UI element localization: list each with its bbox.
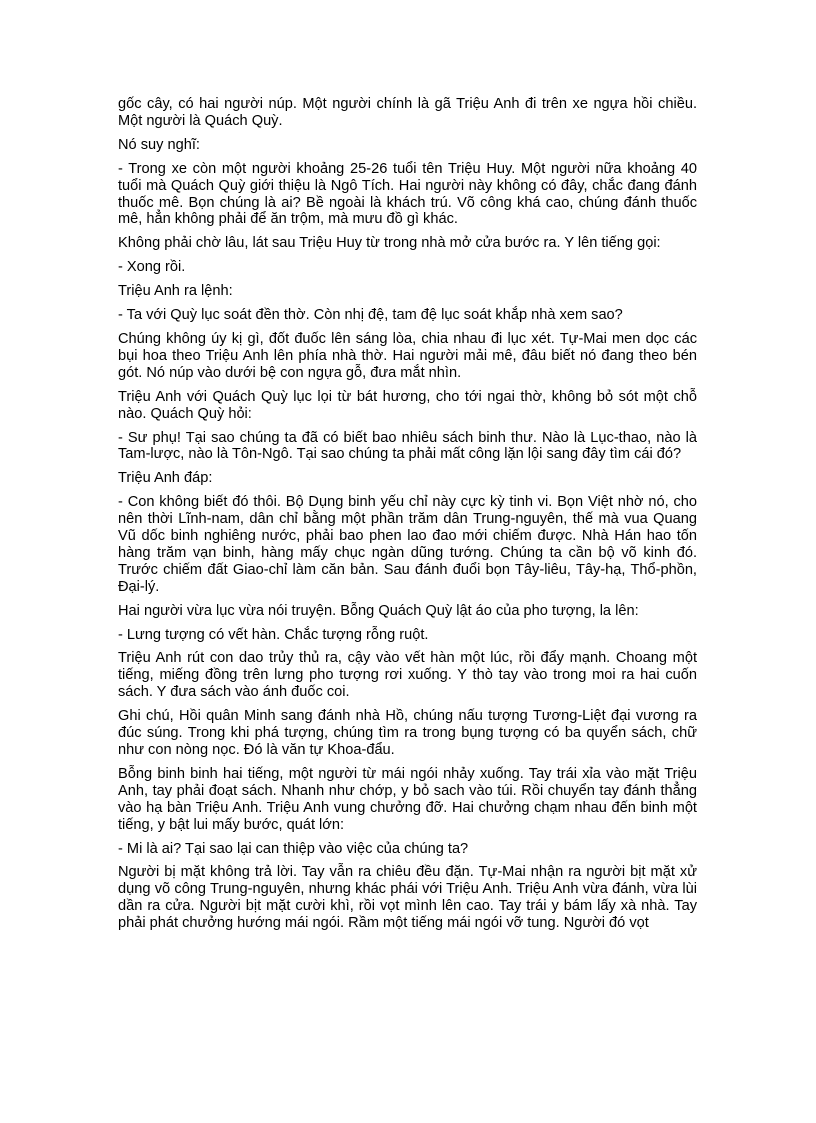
paragraph: - Ta với Quỳ lục soát đền thờ. Còn nhị đệ, tam đệ lục soát khắp nhà xem sao? bbox=[118, 307, 623, 324]
paragraph: Nó suy nghĩ: bbox=[118, 136, 200, 153]
paragraph: gốc cây, có hai người núp. Một người chính là gã Triệu Anh đi trên xe ngựa hồi chiều. Một người là Quách Quỳ. bbox=[118, 96, 697, 129]
paragraph: - Trong xe còn một người khoảng 25-26 tuổi tên Triệu Huy. Một người nữa khoảng 40 tuổi mà Quách Quỳ giới thiệu là Ngô Tích. Hai người này không có đây, chắc đang đánh thuốc mê. Bọn chúng là ai? Bề ngoài là khách trú. Võ công khá cao, chúng đánh thuốc mê, hẳn không phải để ăn trộm, mà mưu đồ gì khác. bbox=[118, 160, 697, 228]
paragraph: - Sư phụ! Tại sao chúng ta đã có biết bao nhiêu sách binh thư. Nào là Lục-thao, nào là Tam-lược, nào là Tôn-Ngô. Tại sao chúng ta phải mất công lặn lội sang đây tìm cái đó? bbox=[118, 429, 697, 463]
paragraph: Ghi chú, Hồi quân Minh sang đánh nhà Hồ, chúng nấu tượng Tương-Liệt đại vương ra đúc súng. Trong khi phá tượng, chúng tìm ra trong bụng tượng có ba quyển sách, chữ như con nòng nọc. Đó là văn tự Khoa-đẩu. bbox=[118, 708, 697, 758]
document-page bbox=[118, 96, 697, 939]
paragraph: Hai người vừa lục vừa nói truyện. Bỗng Quách Quỳ lật áo của pho tượng, la lên: bbox=[118, 602, 639, 619]
paragraph: Bỗng binh binh hai tiếng, một người từ mái ngói nhảy xuống. Tay trái xỉa vào mặt Triệu Anh, tay phải đoạt sách. Nhanh như chớp, y bỏ sach vào túi. Rồi chuyển tay đánh thẳng vào hạ bàn Triệu Anh. Triệu Anh vung chưởng đỡ. Hai chưởng chạm nhau đến binh một tiếng, y bật lui mấy bước, quát lớn: bbox=[118, 765, 697, 833]
paragraph: Triệu Anh rút con dao trủy thủ ra, cậy vào vết hàn một lúc, rồi đẩy mạnh. Choang một tiếng, miếng đồng trên lưng pho tượng rơi xuống. Y thò tay vào trong moi ra hai cuốn sách. Y đưa sách vào ánh đuốc coi. bbox=[118, 650, 697, 701]
paragraph: Triệu Anh với Quách Quỳ lục lọi từ bát hương, cho tới ngai thờ, không bỏ sót một chỗ nào. Quách Quỳ hỏi: bbox=[118, 388, 697, 422]
paragraph: - Con không biết đó thôi. Bộ Dụng binh yếu chỉ này cực kỳ tinh vi. Bọn Việt nhờ nó, cho nên thời Lĩnh-nam, dân chỉ bằng một phần trăm dân Trung-nguyên, thế mà vua Quang Vũ dốc binh nghiêng nước, phải bao phen lao đao mới chiếm được. Nhà Hán hao tốn hàng trăm vạn binh, hàng mấy chục ngàn dũng tướng. Chúng ta cần bộ võ kinh đó. Trước chiếm đất Giao-chỉ làm căn bản. Sau đánh đuổi bọn Tây-liêu, Tây-hạ, Thổ-phồn, Đại-lý. bbox=[118, 494, 697, 595]
paragraph: Triệu Anh ra lệnh: bbox=[118, 283, 233, 300]
paragraph: Không phải chờ lâu, lát sau Triệu Huy từ trong nhà mở cửa bước ra. Y lên tiếng gọi: bbox=[118, 235, 661, 252]
paragraph: Người bị mặt không trả lời. Tay vẫn ra chiêu đều đặn. Tự-Mai nhận ra người bịt mặt xử dụng võ công Trung-nguyên, nhưng khác phái với Triệu Anh. Triệu Anh vừa đánh, vừa lùi dần ra cửa. Người bịt mặt cười khì, rồi vọt mình lên cao. Tay trái y bám lấy xà nhà. Tay phải phát chưởng hướng mái ngói. Rầm một tiếng mái ngói vỡ tung. Người đó vọt bbox=[118, 864, 697, 932]
paragraph: - Xong rồi. bbox=[118, 259, 186, 276]
paragraph: - Mi là ai? Tại sao lại can thiệp vào việc của chúng ta? bbox=[118, 840, 469, 857]
paragraph: Chúng không úy kị gì, đốt đuốc lên sáng lòa, chia nhau đi lục xét. Tự-Mai men dọc các bụi hoa theo Triệu Anh lên phía nhà thờ. Hai người mải mê, đâu biết nó đang theo bén gót. Nó núp vào dưới bệ con ngựa gỗ, đưa mắt nhìn. bbox=[118, 330, 697, 381]
paragraph: - Lưng tượng có vết hàn. Chắc tượng rỗng ruột. bbox=[118, 626, 429, 643]
paragraph: Triệu Anh đáp: bbox=[118, 470, 213, 487]
